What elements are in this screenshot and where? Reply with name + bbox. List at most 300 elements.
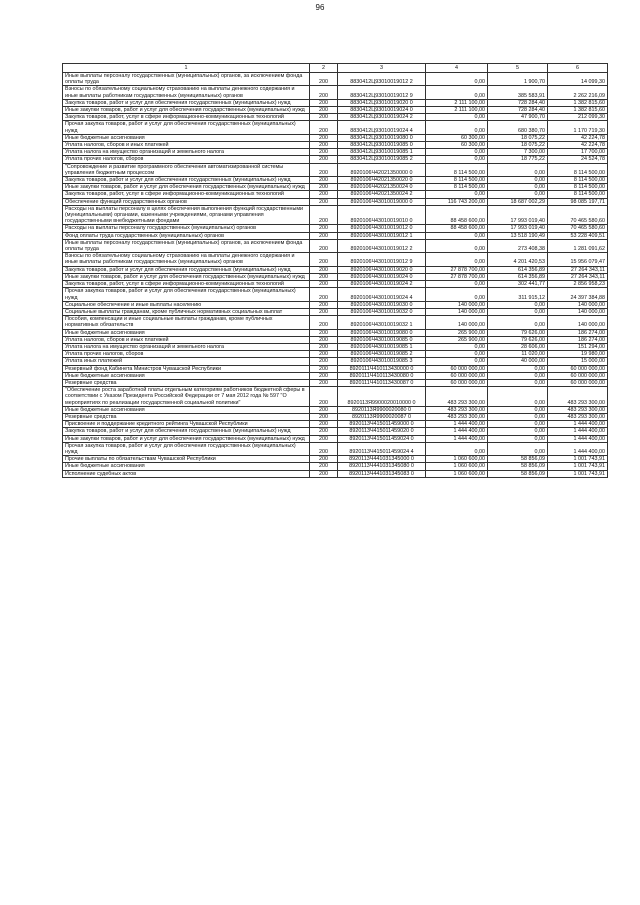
row-name-cell: Иные закупки товаров, работ и услуг для обеспечения государственных (муниципальных) нужд [63,107,310,114]
row-executed-amount-cell: 614 356,89 [488,266,548,273]
row-name-cell: Закупка товаров, работ и услуг для обеспечения государственных (муниципальных) нужд [63,266,310,273]
row-approved-amount-cell: 0,00 [426,156,488,163]
row-classification-code-cell: 8830412Ц93010019080 0 [338,134,426,141]
row-approved-amount-cell: 8 114 500,00 [426,163,488,176]
row-executed-amount-cell: 4 201 420,53 [488,253,548,266]
row-classification-code-cell: 8920113Ч415011459024 4 [338,442,426,455]
row-unexecuted-amount-cell: 1 001 743,91 [548,470,608,477]
row-name-cell: Уплата прочих налогов, сборов [63,156,310,163]
row-executed-amount-cell: 0,00 [488,435,548,442]
row-approved-amount-cell: 140 000,00 [426,301,488,308]
row-executed-amount-cell: 311 915,12 [488,288,548,301]
row-unexecuted-amount-cell: 8 114 500,00 [548,177,608,184]
row-executed-amount-cell: 0,00 [488,191,548,198]
column-header-row [63,64,608,73]
row-approved-amount-cell: 140 000,00 [426,316,488,329]
row-approved-amount-cell: 1 444 400,00 [426,428,488,435]
row-executed-amount-cell: 0,00 [488,316,548,329]
row-executed-amount-cell: 11 020,00 [488,351,548,358]
row-name-cell: Закупка товаров, работ и услуг для обеспечения государственных (муниципальных) нужд [63,428,310,435]
row-department-code-cell: 200 [310,421,338,428]
row-approved-amount-cell: 2 111 100,00 [426,107,488,114]
row-department-code-cell: 200 [310,114,338,121]
row-executed-amount-cell: 17 993 019,40 [488,205,548,225]
row-approved-amount-cell: 0,00 [426,442,488,455]
table-row [63,308,608,315]
page-number: 96 [315,3,325,12]
row-unexecuted-amount-cell: 15 956 079,47 [548,253,608,266]
row-department-code-cell: 200 [310,435,338,442]
row-classification-code-cell: 8830412Ц93010019085 1 [338,149,426,156]
table-row [63,184,608,191]
table-row [63,463,608,470]
row-unexecuted-amount-cell: 8 114 500,00 [548,184,608,191]
row-classification-code-cell: 8920106Ч43010019012 2 [338,239,426,252]
row-classification-code-cell: 8920111Ч410113430087 0 [338,379,426,386]
column-header: 6 [548,64,608,73]
table-row [63,329,608,336]
row-department-code-cell: 200 [310,253,338,266]
row-classification-code-cell: 8830412Ц93010019085 0 [338,142,426,149]
row-classification-code-cell: 8920113Ч441031345000 0 [338,456,426,463]
table-row [63,365,608,372]
row-executed-amount-cell: 0,00 [488,442,548,455]
row-executed-amount-cell: 18 075,22 [488,142,548,149]
row-unexecuted-amount-cell: 53 228 409,51 [548,232,608,239]
row-unexecuted-amount-cell: 60 000 000,00 [548,379,608,386]
row-classification-code-cell: 8830412Ц93010019024 4 [338,121,426,134]
row-unexecuted-amount-cell: 140 000,00 [548,308,608,315]
row-name-cell: Расходы на выплаты персоналу государственных (муниципальных) органов [63,225,310,232]
row-executed-amount-cell: 614 356,89 [488,273,548,280]
table-row [63,73,608,86]
row-name-cell: Резервный фонд Кабинета Министров Чувашской Республики [63,365,310,372]
row-approved-amount-cell: 0,00 [426,343,488,350]
row-classification-code-cell: 8920106Ч42021350024 2 [338,191,426,198]
row-department-code-cell: 200 [310,232,338,239]
row-approved-amount-cell: 88 458 600,00 [426,225,488,232]
table-row [63,273,608,280]
row-department-code-cell: 200 [310,184,338,191]
row-classification-code-cell: 8830412Ц93010019024 0 [338,107,426,114]
row-name-cell: Иные закупки товаров, работ и услуг для обеспечения государственных (муниципальных) нужд [63,273,310,280]
row-executed-amount-cell: 302 441,77 [488,281,548,288]
row-approved-amount-cell: 1 444 400,00 [426,435,488,442]
row-department-code-cell: 200 [310,329,338,336]
row-classification-code-cell: 8920113Я9900020010000 0 [338,387,426,407]
row-approved-amount-cell: 0,00 [426,351,488,358]
row-executed-amount-cell: 0,00 [488,428,548,435]
row-department-code-cell: 200 [310,149,338,156]
row-classification-code-cell: 8920111Ч410113430000 0 [338,365,426,372]
row-department-code-cell: 200 [310,198,338,205]
row-executed-amount-cell: 680 380,70 [488,121,548,134]
row-classification-code-cell: 8920106Ч43010019012 0 [338,225,426,232]
row-unexecuted-amount-cell: 42 224,78 [548,142,608,149]
row-department-code-cell: 200 [310,301,338,308]
row-unexecuted-amount-cell: 151 294,00 [548,343,608,350]
row-name-cell: Обеспечение функций государственных органов [63,198,310,205]
table-row [63,435,608,442]
row-classification-code-cell: 8920113Ч441031345083 0 [338,470,426,477]
row-name-cell: Иные бюджетные ассигнования [63,329,310,336]
table-row [63,387,608,407]
row-approved-amount-cell: 483 293 300,00 [426,406,488,413]
row-classification-code-cell: 8920106Ч42021350024 0 [338,184,426,191]
table-row [63,253,608,266]
row-department-code-cell: 200 [310,134,338,141]
row-approved-amount-cell: 0,00 [426,232,488,239]
row-department-code-cell: 200 [310,142,338,149]
row-department-code-cell: 200 [310,372,338,379]
row-classification-code-cell: 8920106Ч43010019024 2 [338,281,426,288]
row-unexecuted-amount-cell: 1 444 400,00 [548,428,608,435]
row-approved-amount-cell: 0,00 [426,121,488,134]
row-department-code-cell: 200 [310,343,338,350]
row-classification-code-cell: 8830412Ц93010019012 2 [338,73,426,86]
row-department-code-cell: 200 [310,73,338,86]
row-department-code-cell: 200 [310,239,338,252]
row-name-cell: Иные бюджетные ассигнования [63,406,310,413]
column-header: 2 [310,64,338,73]
row-approved-amount-cell: 60 000 000,00 [426,372,488,379]
row-classification-code-cell: 8920113Ч441031345080 0 [338,463,426,470]
row-approved-amount-cell: 0,00 [426,86,488,99]
row-executed-amount-cell: 79 626,00 [488,329,548,336]
row-department-code-cell: 200 [310,413,338,420]
row-name-cell: Уплата иных платежей [63,358,310,365]
row-name-cell: Иные закупки товаров, работ и услуг для обеспечения государственных (муниципальных) нужд [63,435,310,442]
row-classification-code-cell: 8920106Ч43010019085 2 [338,351,426,358]
row-name-cell: Закупка товаров, работ и услуг для обеспечения государственных (муниципальных) нужд [63,177,310,184]
row-approved-amount-cell: 1 060 600,00 [426,463,488,470]
row-name-cell: Прочая закупка товаров, работ и услуг для обеспечения государственных (муниципальных) нужд [63,442,310,455]
row-name-cell: Иные бюджетные ассигнования [63,463,310,470]
row-classification-code-cell: 8830412Ц93010019085 2 [338,156,426,163]
row-classification-code-cell: 8920106Ч43010019030 0 [338,301,426,308]
row-department-code-cell: 200 [310,463,338,470]
row-name-cell: "Обеспечение роста заработной платы отдельным категориям работников бюджетной сферы в соответствии с Указом Президента Российской Федерации от 7 мая 2012 года № 597 "О мероприятиях по реализации государственной социальной политики" [63,387,310,407]
row-approved-amount-cell: 0,00 [426,358,488,365]
table-row [63,239,608,252]
row-unexecuted-amount-cell: 1 170 719,30 [548,121,608,134]
row-executed-amount-cell: 0,00 [488,177,548,184]
row-department-code-cell: 200 [310,205,338,225]
row-approved-amount-cell: 0,00 [426,149,488,156]
table-row [63,406,608,413]
row-name-cell: Иные бюджетные ассигнования [63,134,310,141]
table-row [63,413,608,420]
row-executed-amount-cell: 18 075,22 [488,134,548,141]
row-name-cell: Прочие выплаты по обязательствам Чувашской Республики [63,456,310,463]
row-approved-amount-cell: 27 878 700,00 [426,273,488,280]
row-unexecuted-amount-cell: 483 293 300,00 [548,387,608,407]
row-unexecuted-amount-cell: 60 000 000,00 [548,365,608,372]
row-department-code-cell: 200 [310,288,338,301]
row-approved-amount-cell: 140 000,00 [426,308,488,315]
table-row [63,121,608,134]
row-executed-amount-cell: 385 583,91 [488,86,548,99]
row-executed-amount-cell: 1 900,70 [488,73,548,86]
table-row [63,456,608,463]
row-department-code-cell: 200 [310,428,338,435]
row-executed-amount-cell: 0,00 [488,379,548,386]
row-unexecuted-amount-cell: 1 281 091,62 [548,239,608,252]
column-header: 5 [488,64,548,73]
row-classification-code-cell: 8920106Ч43010019010 0 [338,205,426,225]
row-name-cell: Взносы по обязательному социальному страхованию на выплаты денежного содержания и иные выплаты работникам государственных (муниципальных) органов [63,253,310,266]
row-unexecuted-amount-cell: 8 114 500,00 [548,163,608,176]
row-unexecuted-amount-cell: 186 274,00 [548,329,608,336]
row-name-cell: Взносы по обязательному социальному страхованию на выплаты денежного содержания и иные выплаты работникам государственных (муниципальных) органов [63,86,310,99]
row-unexecuted-amount-cell: 186 274,00 [548,336,608,343]
column-header: 4 [426,64,488,73]
row-name-cell: Исполнение судебных актов [63,470,310,477]
row-approved-amount-cell: 2 111 100,00 [426,99,488,106]
row-department-code-cell: 200 [310,163,338,176]
row-unexecuted-amount-cell: 98 085 197,71 [548,198,608,205]
row-approved-amount-cell: 0,00 [426,288,488,301]
row-unexecuted-amount-cell: 27 264 343,11 [548,266,608,273]
table-row [63,343,608,350]
table-row [63,470,608,477]
row-executed-amount-cell: 18 775,22 [488,156,548,163]
row-department-code-cell: 200 [310,308,338,315]
row-classification-code-cell: 8920106Ч43010019024 4 [338,288,426,301]
row-classification-code-cell: 8830412Ц93010019012 9 [338,86,426,99]
table-row [63,379,608,386]
table-row [63,232,608,239]
row-unexecuted-amount-cell: 140 000,00 [548,301,608,308]
row-name-cell: Уплата налога на имущество организаций и земельного налога [63,149,310,156]
row-executed-amount-cell: 728 284,40 [488,99,548,106]
row-executed-amount-cell: 0,00 [488,413,548,420]
row-name-cell: "Сопровождение и развитие программного обеспечения автоматизированной системы управления бюджетным процессом [63,163,310,176]
row-classification-code-cell: 8920113Ч415011459024 0 [338,435,426,442]
row-name-cell: Резервные средства [63,379,310,386]
row-classification-code-cell: 8920106Ч43010019012 1 [338,232,426,239]
row-classification-code-cell: 8920106Ч43010019085 0 [338,336,426,343]
table-row [63,205,608,225]
row-approved-amount-cell: 0,00 [426,191,488,198]
row-approved-amount-cell: 60 300,00 [426,134,488,141]
row-department-code-cell: 200 [310,86,338,99]
row-classification-code-cell: 8920113Я9900020080 0 [338,406,426,413]
column-header: 1 [63,64,310,73]
row-approved-amount-cell: 27 878 700,00 [426,266,488,273]
row-unexecuted-amount-cell: 27 264 343,11 [548,273,608,280]
row-approved-amount-cell: 483 293 300,00 [426,413,488,420]
row-unexecuted-amount-cell: 1 444 400,00 [548,442,608,455]
row-department-code-cell: 200 [310,156,338,163]
row-approved-amount-cell: 8 114 500,00 [426,177,488,184]
table-row [63,142,608,149]
row-department-code-cell: 200 [310,266,338,273]
row-executed-amount-cell: 0,00 [488,163,548,176]
table-row [63,442,608,455]
row-name-cell: Уплата прочих налогов, сборов [63,351,310,358]
row-name-cell: Расходы на выплаты персоналу в целях обеспечения выполнения функций государственными (муниципальными) органами, казенными учреждениями, органами управления государственными внебюджетными фондами [63,205,310,225]
row-classification-code-cell: 8920113Ч415011459020 0 [338,428,426,435]
row-approved-amount-cell: 0,00 [426,253,488,266]
table-row [63,351,608,358]
row-unexecuted-amount-cell: 1 444 400,00 [548,435,608,442]
row-executed-amount-cell: 0,00 [488,372,548,379]
row-unexecuted-amount-cell: 1 382 815,60 [548,99,608,106]
row-executed-amount-cell: 58 856,09 [488,463,548,470]
row-name-cell: Пособия, компенсации и иные социальные выплаты гражданам, кроме публичных нормативных обязательств [63,316,310,329]
budget-execution-table [62,63,608,478]
row-department-code-cell: 200 [310,191,338,198]
row-unexecuted-amount-cell: 1 382 815,60 [548,107,608,114]
row-unexecuted-amount-cell: 212 099,30 [548,114,608,121]
row-unexecuted-amount-cell: 1 001 743,91 [548,456,608,463]
row-approved-amount-cell: 116 743 200,00 [426,198,488,205]
row-name-cell: Фонд оплаты труда государственных (муниципальных) органов [63,232,310,239]
table-row [63,99,608,106]
row-unexecuted-amount-cell: 14 099,30 [548,73,608,86]
row-unexecuted-amount-cell: 140 000,00 [548,316,608,329]
row-department-code-cell: 200 [310,387,338,407]
row-department-code-cell: 200 [310,406,338,413]
row-department-code-cell: 200 [310,358,338,365]
row-name-cell: Иные закупки товаров, работ и услуг для обеспечения государственных (муниципальных) нужд [63,184,310,191]
row-approved-amount-cell: 1 060 600,00 [426,456,488,463]
row-executed-amount-cell: 273 408,38 [488,239,548,252]
row-classification-code-cell: 8920106Ч43010019032 0 [338,308,426,315]
row-department-code-cell: 200 [310,379,338,386]
row-classification-code-cell: 8920106Ч43010019032 1 [338,316,426,329]
row-department-code-cell: 200 [310,316,338,329]
row-classification-code-cell: 8830412Ц93010019020 0 [338,99,426,106]
row-department-code-cell: 200 [310,121,338,134]
table-row [63,163,608,176]
table-row [63,421,608,428]
row-approved-amount-cell: 60 000 000,00 [426,379,488,386]
row-executed-amount-cell: 79 626,00 [488,336,548,343]
row-department-code-cell: 200 [310,225,338,232]
row-approved-amount-cell: 60 000 000,00 [426,365,488,372]
row-executed-amount-cell: 7 300,00 [488,149,548,156]
row-executed-amount-cell: 0,00 [488,365,548,372]
table-row [63,107,608,114]
row-classification-code-cell: 8920106Ч43010019080 0 [338,329,426,336]
row-name-cell: Закупка товаров, работ, услуг в сфере информационно-коммуникационных технологий [63,191,310,198]
row-approved-amount-cell: 0,00 [426,239,488,252]
row-unexecuted-amount-cell: 2 856 958,23 [548,281,608,288]
row-classification-code-cell: 8920106Ч43010019085 1 [338,343,426,350]
row-classification-code-cell: 8920106Ч42021350020 0 [338,177,426,184]
table-row [63,149,608,156]
row-name-cell: Иные бюджетные ассигнования [63,372,310,379]
row-classification-code-cell: 8920113Ч415011459000 0 [338,421,426,428]
row-department-code-cell: 200 [310,273,338,280]
row-executed-amount-cell: 47 900,70 [488,114,548,121]
row-department-code-cell: 200 [310,281,338,288]
row-classification-code-cell: 8920106Ч43010019012 9 [338,253,426,266]
row-classification-code-cell: 8920111Ч410113430080 0 [338,372,426,379]
table-row [63,301,608,308]
row-unexecuted-amount-cell: 42 224,78 [548,134,608,141]
row-name-cell: Прочая закупка товаров, работ и услуг для обеспечения государственных (муниципальных) нужд [63,288,310,301]
row-classification-code-cell: 8920106Ч43010019020 0 [338,266,426,273]
row-unexecuted-amount-cell: 2 262 216,09 [548,86,608,99]
row-unexecuted-amount-cell: 8 114 500,00 [548,191,608,198]
row-executed-amount-cell: 0,00 [488,406,548,413]
row-name-cell: Социальное обеспечение и иные выплаты населению [63,301,310,308]
row-department-code-cell: 200 [310,99,338,106]
row-executed-amount-cell: 58 856,09 [488,470,548,477]
row-unexecuted-amount-cell: 1 444 400,00 [548,421,608,428]
table-row [63,266,608,273]
table-row [63,281,608,288]
table-row [63,428,608,435]
row-unexecuted-amount-cell: 24 397 384,88 [548,288,608,301]
row-name-cell: Уплата налога на имущество организаций и земельного налога [63,343,310,350]
table-row [63,336,608,343]
row-unexecuted-amount-cell: 19 980,00 [548,351,608,358]
row-unexecuted-amount-cell: 60 000 000,00 [548,372,608,379]
row-classification-code-cell: 8920106Ч43010019085 3 [338,358,426,365]
row-unexecuted-amount-cell: 70 465 580,60 [548,225,608,232]
table-row [63,358,608,365]
row-unexecuted-amount-cell: 483 293 300,00 [548,413,608,420]
row-executed-amount-cell: 0,00 [488,387,548,407]
row-approved-amount-cell: 265 900,00 [426,336,488,343]
row-executed-amount-cell: 28 606,00 [488,343,548,350]
row-department-code-cell: 200 [310,456,338,463]
row-executed-amount-cell: 728 284,40 [488,107,548,114]
row-executed-amount-cell: 0,00 [488,301,548,308]
column-header: 3 [338,64,426,73]
row-unexecuted-amount-cell: 17 700,00 [548,149,608,156]
row-classification-code-cell: 8920106Ч43010019024 0 [338,273,426,280]
row-classification-code-cell: 8920106Ч43010019000 0 [338,198,426,205]
row-approved-amount-cell: 265 900,00 [426,329,488,336]
row-executed-amount-cell: 0,00 [488,421,548,428]
row-unexecuted-amount-cell: 15 000,00 [548,358,608,365]
row-department-code-cell: 200 [310,107,338,114]
row-approved-amount-cell: 1 060 600,00 [426,470,488,477]
row-approved-amount-cell: 8 114 500,00 [426,184,488,191]
row-approved-amount-cell: 60 300,00 [426,142,488,149]
row-name-cell: Уплата налогов, сборов и иных платежей [63,336,310,343]
row-unexecuted-amount-cell: 70 465 580,60 [548,205,608,225]
row-name-cell: Закупка товаров, работ, услуг в сфере информационно-коммуникационных технологий [63,114,310,121]
table-row [63,288,608,301]
table-row [63,114,608,121]
row-executed-amount-cell: 58 856,09 [488,456,548,463]
row-executed-amount-cell: 40 000,00 [488,358,548,365]
row-classification-code-cell: 8920106Ч42021350000 0 [338,163,426,176]
row-name-cell: Резервные средства [63,413,310,420]
row-unexecuted-amount-cell: 24 524,78 [548,156,608,163]
row-department-code-cell: 200 [310,351,338,358]
row-name-cell: Прочая закупка товаров, работ и услуг для обеспечения государственных (муниципальных) нужд [63,121,310,134]
table-row [63,225,608,232]
row-department-code-cell: 200 [310,365,338,372]
row-executed-amount-cell: 17 993 019,40 [488,225,548,232]
row-unexecuted-amount-cell: 483 293 300,00 [548,406,608,413]
row-name-cell: Присвоение и поддержание кредитного рейтинга Чувашской Республики [63,421,310,428]
row-classification-code-cell: 8830412Ц93010019024 2 [338,114,426,121]
table-row [63,134,608,141]
table-row [63,198,608,205]
row-executed-amount-cell: 0,00 [488,184,548,191]
table-row [63,191,608,198]
row-department-code-cell: 200 [310,336,338,343]
row-executed-amount-cell: 0,00 [488,308,548,315]
